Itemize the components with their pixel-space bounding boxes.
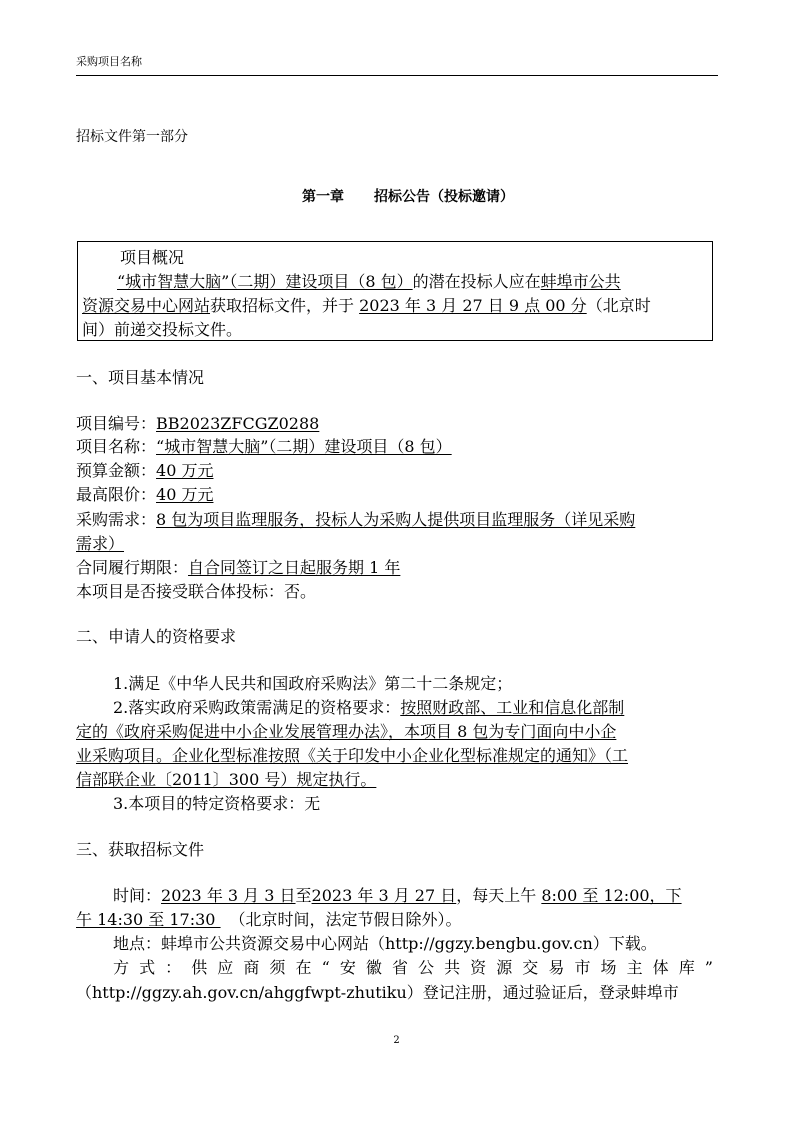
chapter-title: 招标公告（投标邀请） xyxy=(374,189,514,205)
obtain-method-line-2: （http://ggzy.ah.gov.cn/ahggfwpt-zhutiku）登记注册，通过验证后，登录蚌埠市 xyxy=(76,983,679,1002)
overview-line-2 xyxy=(82,296,712,316)
qualification-item-3: 3.本项目的特定资格要求：无 xyxy=(113,794,321,813)
project-code-row xyxy=(76,414,319,434)
obtain-morning-hours: 8:00 至 12:00，下 xyxy=(541,886,682,905)
overview-text: 的潜在投标人应在 xyxy=(412,272,541,291)
overview-text: （北京时 xyxy=(586,296,651,315)
project-code: BB2023ZFCGZ0288 xyxy=(156,414,320,433)
obtain-start-date: 2023 年 3 月 3 日 xyxy=(161,886,296,905)
field-label: 最高限价： xyxy=(76,485,157,504)
obtain-place: 地点：蚌埠市公共资源交易中心网站（http://ggzy.bengbu.gov.cn）下载。 xyxy=(113,934,657,953)
overview-text: 获取招标文件，并于 xyxy=(210,296,360,315)
obtain-text: 至 xyxy=(295,886,312,905)
overview-line-3: 间）前递交投标文件。 xyxy=(82,320,243,339)
max-price: 40 万元 xyxy=(156,485,214,504)
consortium-row: 本项目是否接受联合体投标：否。 xyxy=(76,582,317,601)
section3-heading: 三、获取招标文件 xyxy=(76,840,205,859)
obtain-text: （北京时间，法定节假日除外）。 xyxy=(229,910,462,929)
qualification-item-2-line-3 xyxy=(76,746,628,766)
field-label: 项目名称： xyxy=(76,437,157,456)
qualification-item-2 xyxy=(113,698,624,718)
contract-period-row xyxy=(76,558,400,578)
field-label: 时间： xyxy=(113,886,162,905)
overview-project-name: “城市智慧大脑”（二期）建设项目（8 包） xyxy=(117,272,413,291)
budget-row xyxy=(76,461,213,481)
project-name-row xyxy=(76,437,452,457)
page-header xyxy=(76,55,718,76)
section1-heading: 一、项目基本情况 xyxy=(76,368,205,387)
qualification-item-1: 1.满足《中华人民共和国政府采购法》第二十二条规定； xyxy=(113,674,513,693)
qualification-item-2-line-4 xyxy=(76,770,376,790)
header-title: 采购项目名称 xyxy=(76,55,142,68)
field-label: 预算金额： xyxy=(76,461,157,480)
qualification-policy: 信部联企业〔2011〕300 号）规定执行。 xyxy=(76,770,377,789)
overview-heading: 项目概况 xyxy=(120,248,185,267)
field-label: 采购需求： xyxy=(76,510,157,529)
qualification-text: 2.落实政府采购政策需满足的资格要求： xyxy=(113,698,401,717)
procurement-need: 8 包为项目监理服务，投标人为采购人提供项目监理服务（详见采购 xyxy=(156,510,636,529)
page-number: 2 xyxy=(393,1035,400,1046)
section2-heading: 二、申请人的资格要求 xyxy=(76,627,237,646)
obtain-time-row xyxy=(113,886,682,906)
blank-underline xyxy=(215,910,229,930)
obtain-afternoon-hours: 午 14:30 至 17:30 xyxy=(76,910,216,929)
qualification-item-2-line-2 xyxy=(76,722,616,742)
qualification-policy: 业采购项目。企业化型标准按照《关于印发中小企业化型标准规定的通知》（工 xyxy=(76,746,629,765)
contract-period: 自合同签订之日起服务期 1 年 xyxy=(188,558,401,577)
procurement-need-2: 需求） xyxy=(76,534,125,553)
overview-line-1 xyxy=(117,272,713,292)
field-label: 项目编号： xyxy=(76,414,157,433)
qualification-policy: 按照财政部、工业和信息化部制 xyxy=(400,698,625,717)
obtain-text: ，每天上午 xyxy=(456,886,542,905)
part-title: 招标文件第一部分 xyxy=(76,129,188,145)
obtain-end-date: 2023 年 3 月 27 日 xyxy=(311,886,457,905)
overview-website-part2: 资源交易中心网站 xyxy=(82,296,211,315)
overview-website-part1: 蚌埠市公共 xyxy=(540,272,621,291)
procurement-need-cont xyxy=(76,534,124,554)
qualification-policy: 定的《政府采购促进中小企业发展管理办法》，本项目 8 包为专门面向中小企 xyxy=(76,722,617,741)
budget-amount: 40 万元 xyxy=(156,461,214,480)
obtain-method-line-1: 方式：供应商须在“安徽省公共资源交易市场主体库” xyxy=(113,958,713,977)
project-name: “城市智慧大脑”（二期）建设项目（8 包） xyxy=(156,437,452,456)
field-label: 合同履行期限： xyxy=(76,558,189,577)
procurement-need-row xyxy=(76,510,635,530)
chapter-number: 第一章 xyxy=(302,189,344,205)
max-price-row xyxy=(76,485,213,505)
overview-deadline: 2023 年 3 月 27 日 9 点 00 分 xyxy=(359,296,587,315)
obtain-time-cont xyxy=(76,910,462,930)
